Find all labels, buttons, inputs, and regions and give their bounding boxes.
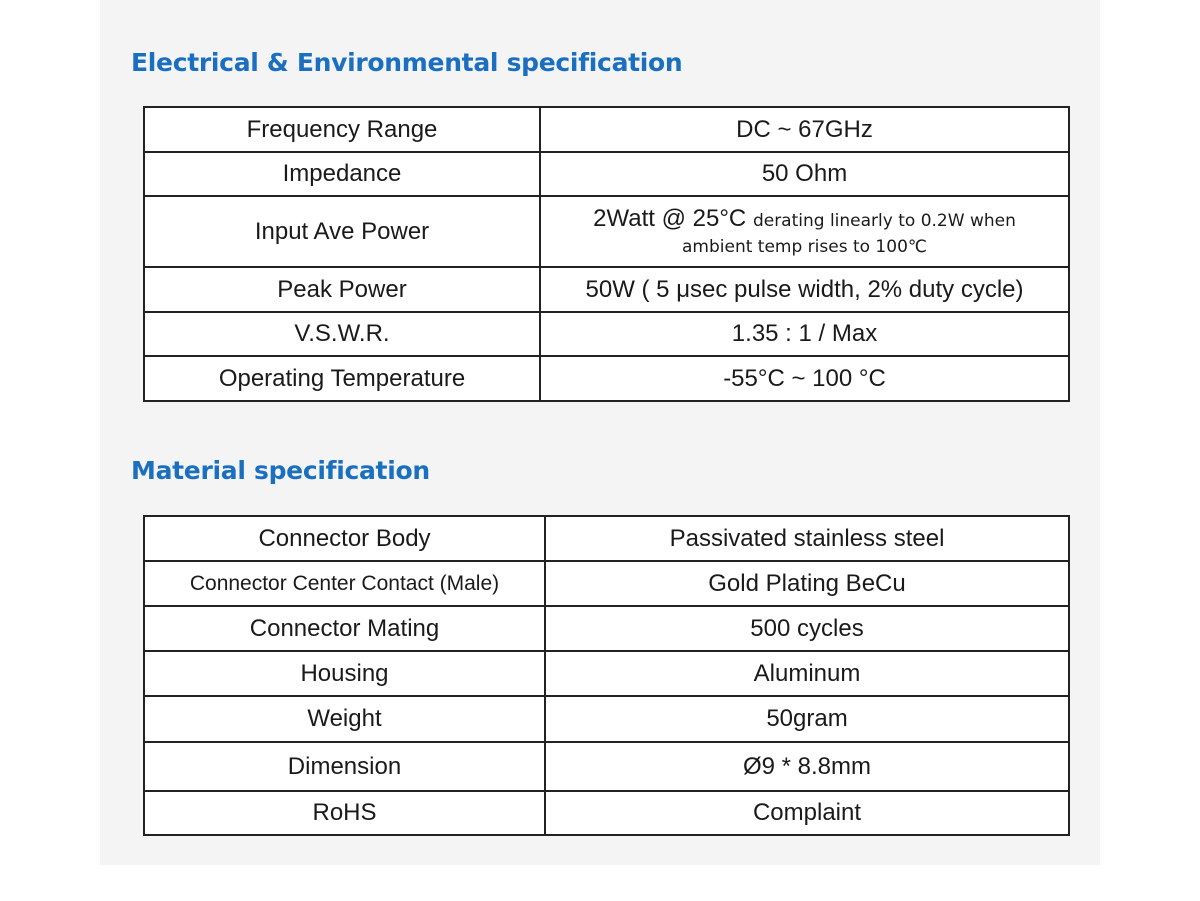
spec-label: Frequency Range bbox=[144, 107, 540, 152]
spec-label: Peak Power bbox=[144, 267, 540, 312]
table-row bbox=[144, 516, 1069, 561]
spec-label: RoHS bbox=[144, 791, 545, 835]
spec-value: Ø9 * 8.8mm bbox=[545, 742, 1069, 791]
material-spec-table bbox=[143, 515, 1070, 836]
spec-value: Aluminum bbox=[545, 651, 1069, 696]
table-row bbox=[144, 356, 1069, 401]
table-row bbox=[144, 561, 1069, 606]
power-rating: 2Watt @ 25°C bbox=[593, 204, 747, 232]
spec-value: 1.35 : 1 / Max bbox=[540, 312, 1069, 356]
table-row bbox=[144, 606, 1069, 651]
spec-value: Gold Plating BeCu bbox=[545, 561, 1069, 606]
spec-value: 50 Ohm bbox=[540, 152, 1069, 196]
spec-label: Connector Center Contact (Male) bbox=[144, 561, 545, 606]
table-row bbox=[144, 152, 1069, 196]
electrical-section-title: Electrical & Environmental specification bbox=[131, 48, 683, 77]
spec-label: V.S.W.R. bbox=[144, 312, 540, 356]
spec-label: Connector Mating bbox=[144, 606, 545, 651]
spec-label: Weight bbox=[144, 696, 545, 742]
spec-label: Housing bbox=[144, 651, 545, 696]
spec-label: Dimension bbox=[144, 742, 545, 791]
table-row bbox=[144, 267, 1069, 312]
spec-label: Input Ave Power bbox=[144, 196, 540, 267]
spec-value: 50gram bbox=[545, 696, 1069, 742]
table-row bbox=[144, 651, 1069, 696]
spec-label: Impedance bbox=[144, 152, 540, 196]
table-row bbox=[144, 196, 1069, 267]
spec-value: DC ~ 67GHz bbox=[540, 107, 1069, 152]
material-section-title: Material specification bbox=[131, 456, 430, 485]
spec-value: 50W ( 5 μsec pulse width, 2% duty cycle) bbox=[540, 267, 1069, 312]
spec-value bbox=[540, 196, 1069, 267]
spec-value: -55°C ~ 100 °C bbox=[540, 356, 1069, 401]
table-row bbox=[144, 742, 1069, 791]
electrical-spec-table bbox=[143, 106, 1070, 402]
table-row bbox=[144, 696, 1069, 742]
spec-value: Complaint bbox=[545, 791, 1069, 835]
spec-label: Operating Temperature bbox=[144, 356, 540, 401]
power-derating-note: derating linearly to 0.2W when bbox=[752, 210, 1016, 231]
power-derating-note-cont: ambient temp rises to 100℃ bbox=[682, 236, 927, 257]
table-row bbox=[144, 791, 1069, 835]
table-row bbox=[144, 312, 1069, 356]
spec-label: Connector Body bbox=[144, 516, 545, 561]
spec-value: 500 cycles bbox=[545, 606, 1069, 651]
spec-value: Passivated stainless steel bbox=[545, 516, 1069, 561]
table-row bbox=[144, 107, 1069, 152]
